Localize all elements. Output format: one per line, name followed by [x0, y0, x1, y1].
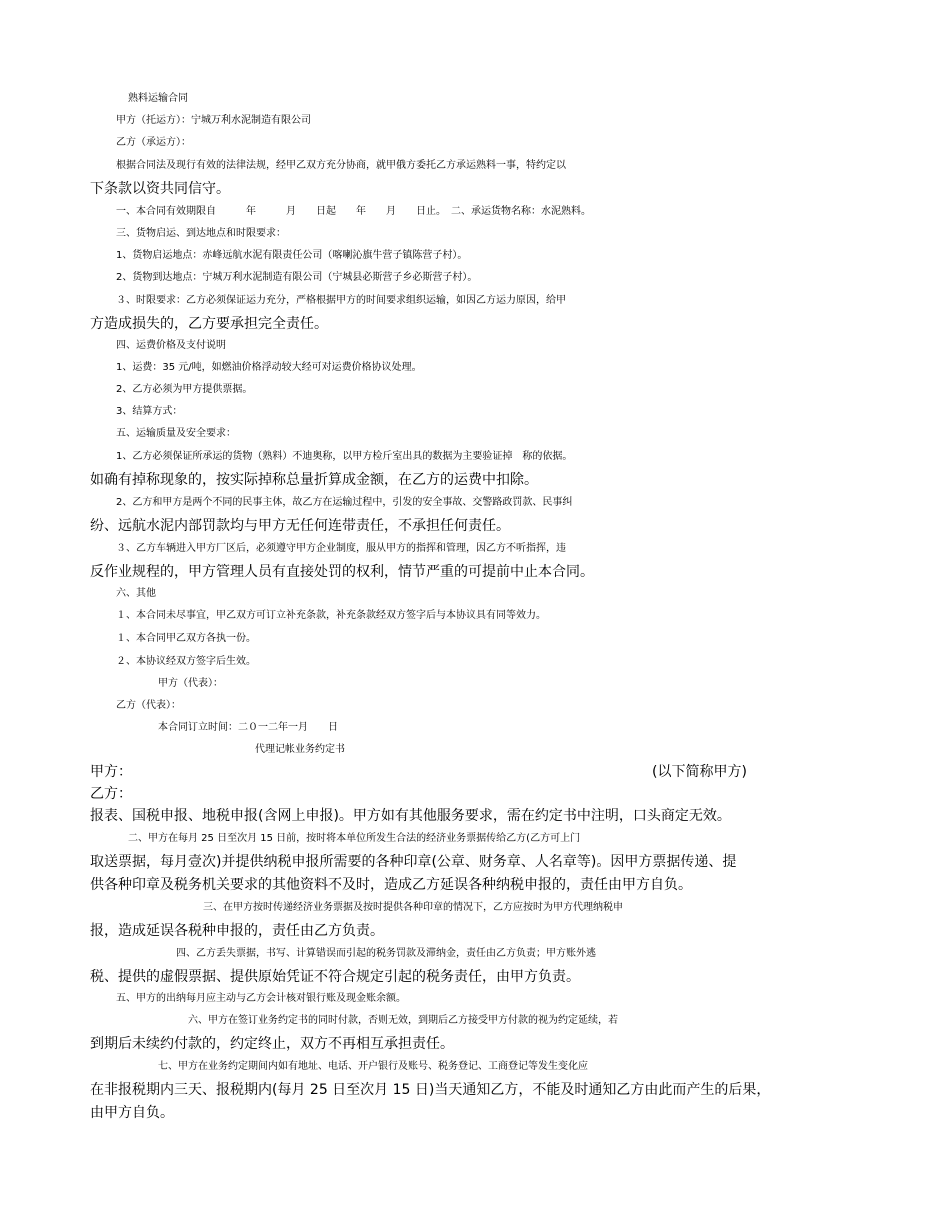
signature-party-a: 甲方（代表）： [158, 678, 223, 689]
contract2-para-5: 五、甲方的出纳每月应主动与乙方会计核对银行账及现金账余额。 [116, 993, 406, 1004]
section-4-item-3: 3、结算方式： [116, 406, 183, 417]
section-5-item-3a: ３、乙方车辆进入甲方厂区后，必须遵守甲方企业制度，服从甲方的指挥和管理，因乙方不听指挥，违 [116, 543, 566, 554]
section-5-item-3b: 反作业规程的，甲方管理人员有直接处罚的权利，情节严重的可提前中止本合同。 [90, 564, 594, 580]
section-4-item-2: 2、乙方必须为甲方提供票据。 [116, 384, 253, 395]
section-3-item-3a: ３、时限要求：乙方必须保证运力充分，严格根据甲方的时间要求组织运输，如因乙方运力原因，给甲 [116, 295, 566, 306]
section-5-item-2a: 2、乙方和甲方是两个不同的民事主体，故乙方在运输过程中，引发的安全事故、交警路政罚款、民事纠 [116, 497, 573, 508]
section-3-item-1: 1、货物启运地点：赤峰远航水泥有限责任公司（喀喇沁旗牛营子镇陈营子村）。 [116, 250, 468, 261]
contract2-para-1: 报表、国税申报、地税申报(含网上申报)。甲方如有其他服务要求，需在约定书中注明，口头商定无效。 [90, 808, 731, 824]
contract2-title: 代理记帐业务约定书 [255, 744, 345, 755]
signature-party-b: 乙方（代表）： [116, 700, 181, 711]
contract2-para-2a: 二、甲方在每月 25 日至次月 15 日前，按时将本单位所发生合法的经济业务票据传给乙方(乙方可上门 [128, 833, 581, 844]
section-4-heading: 四、运费价格及支付说明 [116, 340, 226, 351]
contract1-title: 熟料运输合同 [128, 93, 188, 104]
intro-line-2: 下条款以资共同信守。 [90, 181, 230, 197]
contract2-para-3b: 报，造成延误各税种申报的，责任由乙方负责。 [90, 923, 384, 939]
section-3-heading: 三、货物启运、到达地点和时限要求： [116, 228, 286, 239]
contract2-para-7c: 由甲方自负。 [90, 1105, 174, 1121]
contract2-para-2b: 取送票据，每月壹次)并提供纳税申报所需要的各种印章(公章、财务章、人名章等)。因甲方票据传递、提 [90, 854, 737, 870]
section-5-item-2b: 纷、远航水泥内部罚款均与甲方无任何连带责任，不承担任何责任。 [90, 518, 510, 534]
contract2-para-3a: 三、在甲方按时传递经济业务票据及按时提供各种印章的情况下，乙方应按时为甲方代理纳税申 [203, 902, 623, 913]
section-6-heading: 六、其他 [116, 588, 156, 599]
section-1-line: 一、本合同有效期限自 年 月 日起 年 月 日止。 二、承运货物名称：水泥熟料。 [116, 206, 591, 217]
contract2-para-7b: 在非报税期内三天、报税期内(每月 25 日至次月 15 日)当天通知乙方，不能及时通知乙方由此而产生的后果， [90, 1082, 771, 1098]
section-3-item-3b: 方造成损失的，乙方要承担完全责任。 [90, 316, 328, 332]
section-4-item-1: 1、运费：35 元/吨，如燃油价格浮动较大经可对运费价格协议处理。 [116, 362, 422, 373]
contract2-party-a-note: (以下简称甲方) [652, 764, 747, 780]
contract2-party-b-label: 乙方： [90, 786, 132, 802]
section-6-item-2: １、本合同甲乙双方各执一份。 [116, 633, 256, 644]
contract2-para-4a: 四、乙方丢失票据，书写、计算错误而引起的税务罚款及滞纳金，责任由乙方负责；甲方账外逃 [176, 948, 596, 959]
section-3-item-2: 2、货物到达地点：宁城万利水泥制造有限公司（宁城县必斯营子乡必斯营子村）。 [116, 272, 478, 283]
contract-date: 本合同订立时间：二０一二年一月 日 [158, 722, 338, 733]
contract2-para-7a: 七、甲方在业务约定期间内如有地址、电话、开户银行及账号、税务登记、工商登记等发生变化应 [158, 1061, 588, 1072]
contract2-party-a-label: 甲方： [90, 764, 132, 780]
intro-line-1: 根据合同法及现行有效的法律法规，经甲乙双方充分协商，就甲俄方委托乙方承运熟料一事，特约定以 [116, 160, 566, 171]
section-5-item-1a: 1、乙方必须保证所承运的货物（熟料）不迪奥称，以甲方检斤室出具的数据为主要验证掉 称的依据。 [116, 451, 573, 462]
section-6-item-3: ２、本协议经双方签字后生效。 [116, 656, 256, 667]
party-b-line: 乙方（承运方）： [116, 137, 191, 148]
contract2-para-6b: 到期后未续约付款的，约定终止，双方不再相互承担责任。 [90, 1036, 454, 1052]
section-5-heading: 五、运输质量及安全要求： [116, 428, 236, 439]
contract2-para-6a: 六、甲方在签订业务约定书的同时付款，否则无效，到期后乙方接受甲方付款的视为约定延续，若 [188, 1015, 618, 1026]
party-a-line: 甲方（托运方）：宁城万利水泥制造有限公司 [116, 115, 311, 126]
contract2-para-4b: 税、提供的虚假票据、提供原始凭证不符合规定引起的税务责任，由甲方负责。 [90, 969, 580, 985]
contract2-para-2c: 供各种印章及税务机关要求的其他资料不及时，造成乙方延误各种纳税申报的，责任由甲方自负。 [90, 877, 692, 893]
section-6-item-1: １、本合同未尽事宜，甲乙双方可订立补充条款，补充条款经双方签字后与本协议具有同等效力。 [116, 610, 546, 621]
section-5-item-1b: 如确有掉称现象的，按实际掉称总量折算成金额，在乙方的运费中扣除。 [90, 472, 538, 488]
